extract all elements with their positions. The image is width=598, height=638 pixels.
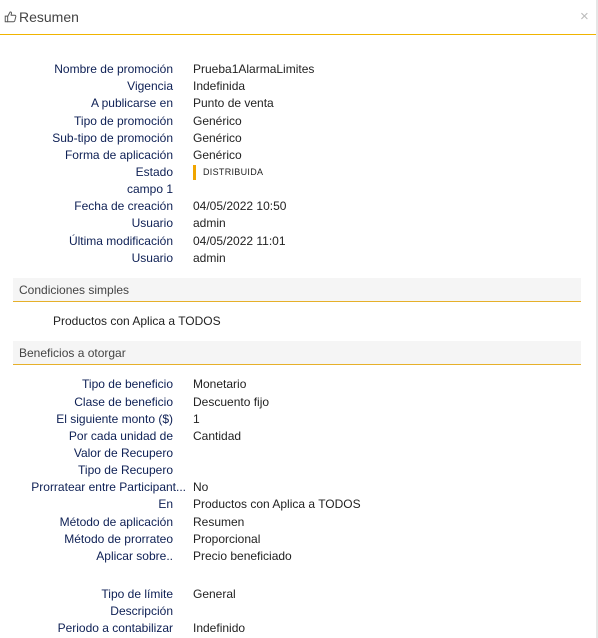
section-title: Condiciones simples: [19, 283, 130, 297]
detail-label: campo 1: [126, 182, 173, 196]
detail-label: Nombre de promoción: [54, 62, 173, 76]
detail-value: admin: [193, 251, 226, 265]
benefit-value: Cantidad: [193, 429, 242, 443]
detail-value: Genérico: [193, 148, 242, 162]
benefit-label: Por cada unidad de: [68, 429, 173, 443]
benefit-value: 1: [193, 412, 200, 426]
benefit-value: Productos con Aplica a TODOS: [193, 497, 361, 511]
limit-label: Descripción: [110, 604, 173, 618]
detail-label: A publicarse en: [90, 96, 173, 110]
benefit-value: Precio beneficiado: [193, 549, 292, 563]
limit-label: Tipo de límite: [101, 587, 173, 601]
detail-label: Última modificación: [68, 234, 173, 248]
detail-label: Usuario: [131, 251, 173, 265]
benefit-label: Método de prorrateo: [64, 532, 173, 546]
benefit-label: Valor de Recupero: [73, 446, 173, 460]
section-benefits-header: [13, 341, 581, 365]
benefit-label: En: [158, 497, 173, 511]
conditions-text: Productos con Aplica a TODOS: [53, 314, 221, 328]
limit-value: Indefinido: [193, 621, 246, 635]
benefit-label: Prorratear entre Participant...: [31, 480, 186, 494]
section-conditions-header: [13, 278, 581, 302]
detail-value: 04/05/2022 10:50: [193, 199, 287, 213]
benefit-label: Clase de beneficio: [74, 395, 173, 409]
detail-value: Indefinida: [193, 79, 246, 93]
detail-label: Sub-tipo de promoción: [52, 131, 173, 145]
benefit-label: El siguiente monto ($): [56, 412, 173, 426]
detail-value: Genérico: [193, 131, 242, 145]
benefit-label: Aplicar sobre..: [96, 549, 173, 563]
dialog-title: Resumen: [19, 9, 79, 25]
close-icon[interactable]: ×: [580, 8, 589, 25]
dialog-header: [0, 0, 597, 35]
detail-value: 04/05/2022 11:01: [193, 234, 286, 248]
detail-label: Fecha de creación: [74, 199, 173, 213]
benefit-value: Proporcional: [193, 532, 261, 546]
limit-label: Periodo a contabilizar: [57, 621, 173, 635]
limit-value: General: [193, 587, 236, 601]
benefit-label: Método de aplicación: [59, 515, 173, 529]
detail-label: Vigencia: [127, 79, 173, 93]
benefit-value: Descuento fijo: [193, 395, 270, 409]
detail-label: Tipo de promoción: [74, 114, 173, 128]
detail-label: Forma de aplicación: [64, 148, 173, 162]
benefit-value: No: [193, 480, 209, 494]
detail-label: Estado: [135, 165, 173, 179]
benefit-value: Monetario: [193, 377, 247, 391]
detail-value: admin: [193, 216, 226, 230]
detail-value: Prueba1AlarmaLimites: [193, 62, 315, 76]
benefit-label: Tipo de beneficio: [82, 377, 173, 391]
detail-value: Punto de venta: [193, 96, 274, 110]
thumbs-up-icon: [4, 10, 17, 23]
status-badge: DISTRIBUIDA: [193, 165, 263, 180]
benefit-label: Tipo de Recupero: [78, 463, 173, 477]
detail-value: Genérico: [193, 114, 242, 128]
detail-label: Usuario: [131, 216, 173, 230]
benefit-value: Resumen: [193, 515, 245, 529]
section-title: Beneficios a otorgar: [19, 346, 126, 360]
